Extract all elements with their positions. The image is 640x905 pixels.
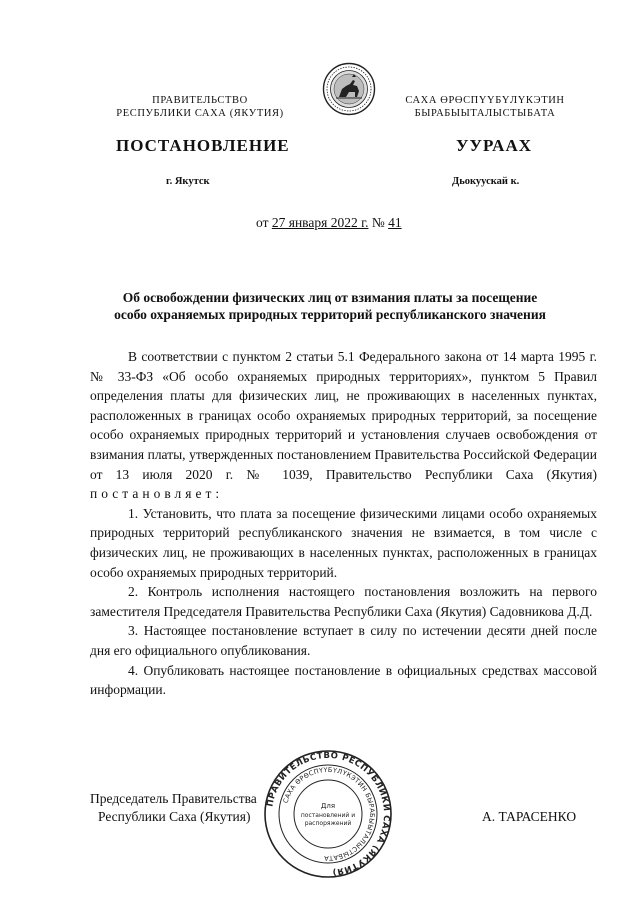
official-seal-stamp	[262, 748, 394, 880]
signatory-position	[90, 790, 257, 826]
header-left-org	[110, 94, 290, 120]
doc-type-left: ПОСТАНОВЛЕНИЕ	[116, 136, 290, 155]
document-dateline	[256, 215, 402, 231]
title-line2: особо охраняемых природных территорий республиканского значения	[114, 307, 546, 322]
preamble-text: В соответствии с пунктом 2 статьи 5.1 Федерального закона от 14 марта 1995 г. № 33-ФЗ «Об особо охраняемых природных территориях», пунктом 5 Правил определения платы для физических лиц, не проживающих в населенных пунктах, расположенных в границах особо охраняемых природных территорий, за посещение особо охраняемых природных территорий и установления случаев освобождения от взимания платы, утвержденных постановлением Правительства Российской Федерации от 13 июля 2020 г. № 1039, Правительство Республики Саха (Якутия)	[90, 349, 597, 482]
document-date: 27 января 2022 г.	[271, 215, 369, 230]
signatory-name: А. ТАРАСЕНКО	[482, 809, 577, 824]
coat-of-arms-emblem	[322, 62, 376, 116]
resolves-word: постановляет:	[90, 486, 224, 502]
header-right-org	[392, 94, 578, 120]
stamp-outer-text: ПРАВИТЕЛЬСТВО РЕСПУБЛИКИ САХА (ЯКУТИЯ)	[265, 750, 392, 877]
preamble-paragraph	[90, 347, 597, 504]
stamp-inner-text: САХА ӨРӨСПҮҮБҮЛҮКЭТИН БЫРАБЫЫТАЛЫСТЫБАТА	[281, 765, 377, 863]
document-title	[70, 289, 590, 323]
header-left-line1: ПРАВИТЕЛЬСТВО	[152, 95, 248, 106]
document-number: 41	[388, 215, 402, 230]
header-left-line2: РЕСПУБЛИКИ САХА (ЯКУТИЯ)	[116, 108, 284, 119]
city-right: Дьокуускай к.	[452, 176, 520, 187]
item-4: 4. Опубликовать настоящее постановление в официальных средствах массовой информации.	[90, 662, 597, 698]
city-left: г. Якутск	[166, 176, 210, 187]
stamp-center-line3: распоряжений	[304, 820, 352, 827]
header-right-line1: САХА ӨРӨСПҮҮБҮЛҮКЭТИН	[405, 95, 565, 106]
date-prefix: от	[256, 215, 269, 230]
title-line1: Об освобождении физических лиц от взимания платы за посещение	[122, 290, 538, 305]
stamp-center-line1: Для	[320, 802, 336, 810]
signatory-position-line1: Председатель Правительства	[90, 791, 257, 806]
item-2: 2. Контроль исполнения настоящего постановления возложить на первого заместителя Председателя Правительства Республики Саха (Якутия) Садовникова Д.Д.	[90, 584, 597, 619]
stamp-center-line2: постановлений и	[300, 812, 356, 819]
item-3: 3. Настоящее постановление вступает в силу по истечении десяти дней после дня его официального опубликования.	[90, 623, 597, 658]
signatory-position-line2: Республики Саха (Якутия)	[98, 809, 251, 824]
header-right-line2: БЫРАБЫЫТАЛЫСТЫБАТА	[414, 108, 556, 119]
document-body	[90, 347, 597, 700]
doc-type-right: УУРААХ	[456, 136, 532, 155]
number-sign: №	[371, 215, 385, 230]
item-1: 1. Установить, что плата за посещение физическими лицами особо охраняемых природных территорий республиканского значения не взимается, в том числе с физических лиц, не проживающих в населенных пунктах, расположенных в границах особо охраняемых природных территорий.	[90, 505, 597, 580]
